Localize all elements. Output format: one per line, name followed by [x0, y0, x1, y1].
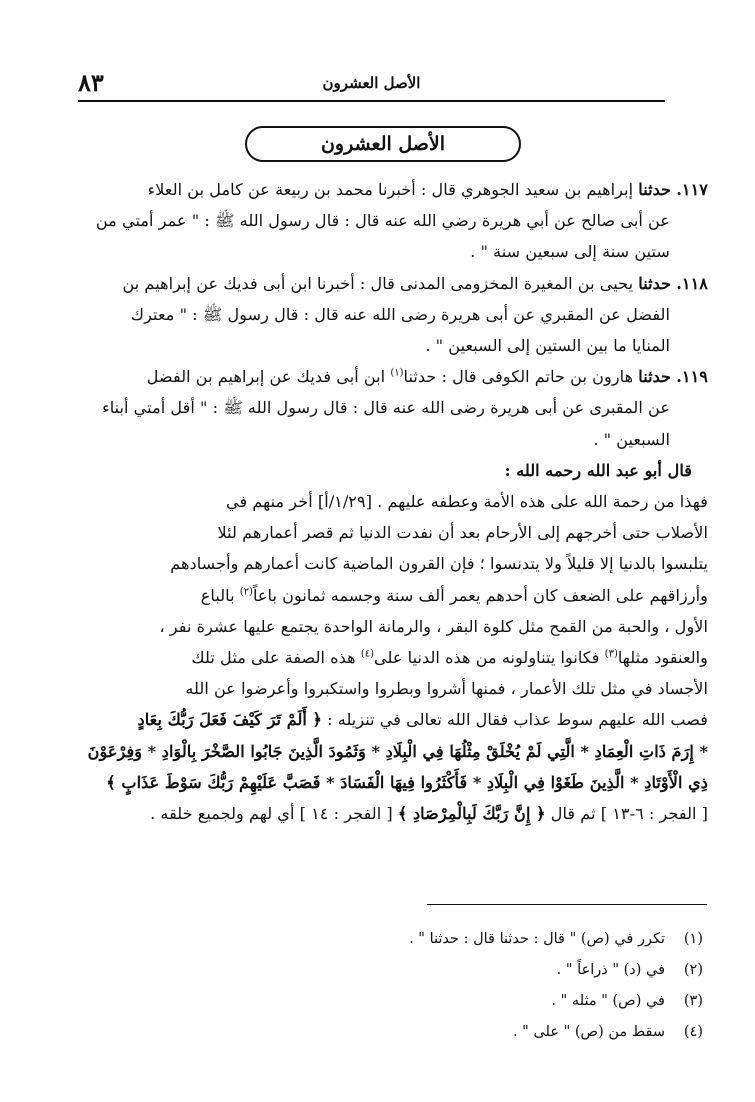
commentary-line: فهذا من رحمة الله على هذه الأمة وعطفه عليهم . [١/٢٩/أ] أخر منهم في	[225, 492, 708, 512]
hadith-line: الفضل عن المقبري عن أبى هريرة رضى الله عنه قال : قال رسول ﷺ : " معترك	[130, 304, 670, 324]
commentary-line	[78, 642, 708, 673]
hadith-text: يحيى بن المغيرة المخزومى المدنى قال : أخبرنا ابن أبى فديك عن إبراهيم بن	[122, 273, 634, 293]
footnote	[83, 986, 703, 1017]
hadith-117	[78, 174, 708, 268]
commentary-line: الأجساد في مثل تلك الأعمار ، فمنها أشروا وبطروا واستكبروا وأعرضوا عن الله	[185, 679, 708, 699]
footnote-text: سقط من (ص) " على " .	[512, 1024, 665, 1040]
page-number: ٨٣	[78, 68, 104, 97]
header-rule	[78, 100, 665, 102]
footnote-marker[interactable]: (١)	[390, 367, 404, 379]
commentary-line: الأول ، والحبة من القمح مثل كلوة البقر ، والرمانة الواحدة يجتمع عليها عشرة نفر ،	[159, 616, 708, 636]
running-title: الأصل العشرون	[322, 74, 421, 92]
footnote-number: (٤)	[683, 1024, 703, 1040]
hadith-line	[78, 268, 708, 299]
hadith-line: عن أبى صالح عن أبي هريرة رضي الله عنه قال : قال رسول الله ﷺ : " عمر أمتي من	[95, 211, 670, 231]
chapter-title: الأصل العشرون	[245, 126, 521, 162]
commentary-line	[78, 580, 708, 611]
commentary	[78, 486, 708, 829]
running-header	[78, 64, 665, 104]
hadith-line: عن المقبرى عن أبى هريرة رضى الله عنه قال : قال رسول الله ﷺ : " أقل أمتي أبناء	[102, 398, 670, 418]
hadith-line	[78, 174, 708, 205]
commentary-line	[78, 704, 708, 735]
footnote-marker[interactable]: (٢)	[239, 586, 253, 598]
hadith-lead: حدثنا	[638, 367, 672, 387]
quran-verse: ﴿ أَلَمْ تَرَ كَيْفَ فَعَلَ رَبُّكَ بِعَادٍ	[137, 710, 323, 730]
quran-verse: ﴿ إِنَّ رَبَّكَ لَبِالْمِرْصَادِ ﴾	[397, 804, 546, 824]
footnote-text: في (ص) " مثله " .	[551, 993, 665, 1009]
hadith-118	[78, 268, 708, 362]
hadith-text: ابن أبى فديك عن إبراهيم بن الفضل	[146, 367, 386, 387]
footnote-number: (٢)	[683, 962, 703, 978]
body-text	[78, 174, 708, 829]
footnote-rule	[427, 904, 707, 905]
commentary-text: هذه الصفة على مثل تلك	[191, 648, 356, 668]
footnote-number: (١)	[683, 931, 703, 947]
quran-reference: [ الفجر : ٦-١٣ ] ثم قال	[550, 804, 708, 824]
hadith-number: ١١٨.	[676, 273, 708, 293]
commentary-speaker: قال أبو عبد الله رحمه الله :	[504, 460, 692, 480]
hadith-line: المنايا ما بين الستين إلى السبعين " .	[425, 336, 670, 356]
footnote-marker[interactable]: (٤)	[360, 648, 375, 660]
hadith-line: ستين سنة إلى سبعين سنة " .	[470, 242, 670, 262]
hadith-lead: حدثنا	[638, 180, 672, 199]
footnote	[83, 1017, 703, 1048]
hadith-number: ١١٧.	[676, 180, 708, 199]
commentary-text: فكانوا يتناولونه من هذه الدنيا على	[374, 648, 600, 668]
hadith-line	[78, 361, 708, 392]
footnote-number: (٣)	[683, 993, 703, 1009]
footnote	[83, 955, 703, 986]
commentary-text: [ الفجر : ١٤ ] أي لهم ولجميع خلقه .	[150, 804, 393, 824]
footnotes	[83, 924, 703, 1048]
hadith-lead: حدثنا	[638, 273, 672, 293]
quran-verse-line: ذِي الْأَوْتَادِ * الَّذِينَ طَغَوْا فِي الْبِلَادِ * فَأَكْثَرُوا فِيهَا الْفَسَادَ * فَصَبَّ عَلَيْهِمْ رَبُّكَ سَوْطَ عَذَابٍ ﴾	[106, 772, 708, 792]
commentary-text: بالباع	[200, 585, 235, 605]
footnote	[83, 924, 703, 955]
quran-verse-line: * إِرَمَ ذَاتِ الْعِمَادِ * الَّتِي لَمْ يُخْلَقْ مِثْلُهَا فِي الْبِلَادِ * وَثَمُودَ الَّذِينَ جَابُوا الصَّخْرَ بِالْوَادِ * وَفِرْعَوْنَ	[87, 741, 708, 761]
hadith-number: ١١٩.	[676, 367, 708, 387]
commentary-line: يتلبسوا بالدنيا إلا قليلاً ولا يتدنسوا ؛ فإن القرون الماضية كانت أعمارهم وأجسادهم	[170, 554, 708, 574]
footnote-marker[interactable]: (٣)	[604, 648, 618, 660]
commentary-text: فصب الله عليهم سوط عذاب فقال الله تعالى في تنزيله :	[327, 710, 708, 730]
footnote-text: تكرر في (ص) " قال : حدثنا قال : حدثنا " .	[409, 931, 665, 947]
commentary-line: الأصلاب حتى أخرجهم إلى الأرحام بعد أن نفدت الدنيا ثم قصر أعمارهم لئلا	[217, 523, 708, 543]
hadith-text: هارون بن حاتم الكوفى قال : حدثنا	[403, 367, 634, 387]
hadith-line: السبعين " .	[593, 429, 670, 449]
commentary-text: والعنقود مثلها	[617, 648, 708, 668]
footnote-text: في (د) " ذراعاً " .	[556, 962, 665, 978]
hadith-119	[78, 361, 708, 455]
hadith-text: إبراهيم بن سعيد الجوهري قال : أخبرنا محمد بن ربيعة عن كامل بن العلاء	[147, 180, 634, 199]
commentary-text: وأرزاقهم على الضعف كان أحدهم يعمر ألف سنة وجسمه ثمانون باعاً	[252, 585, 708, 605]
commentary-line	[78, 798, 708, 829]
